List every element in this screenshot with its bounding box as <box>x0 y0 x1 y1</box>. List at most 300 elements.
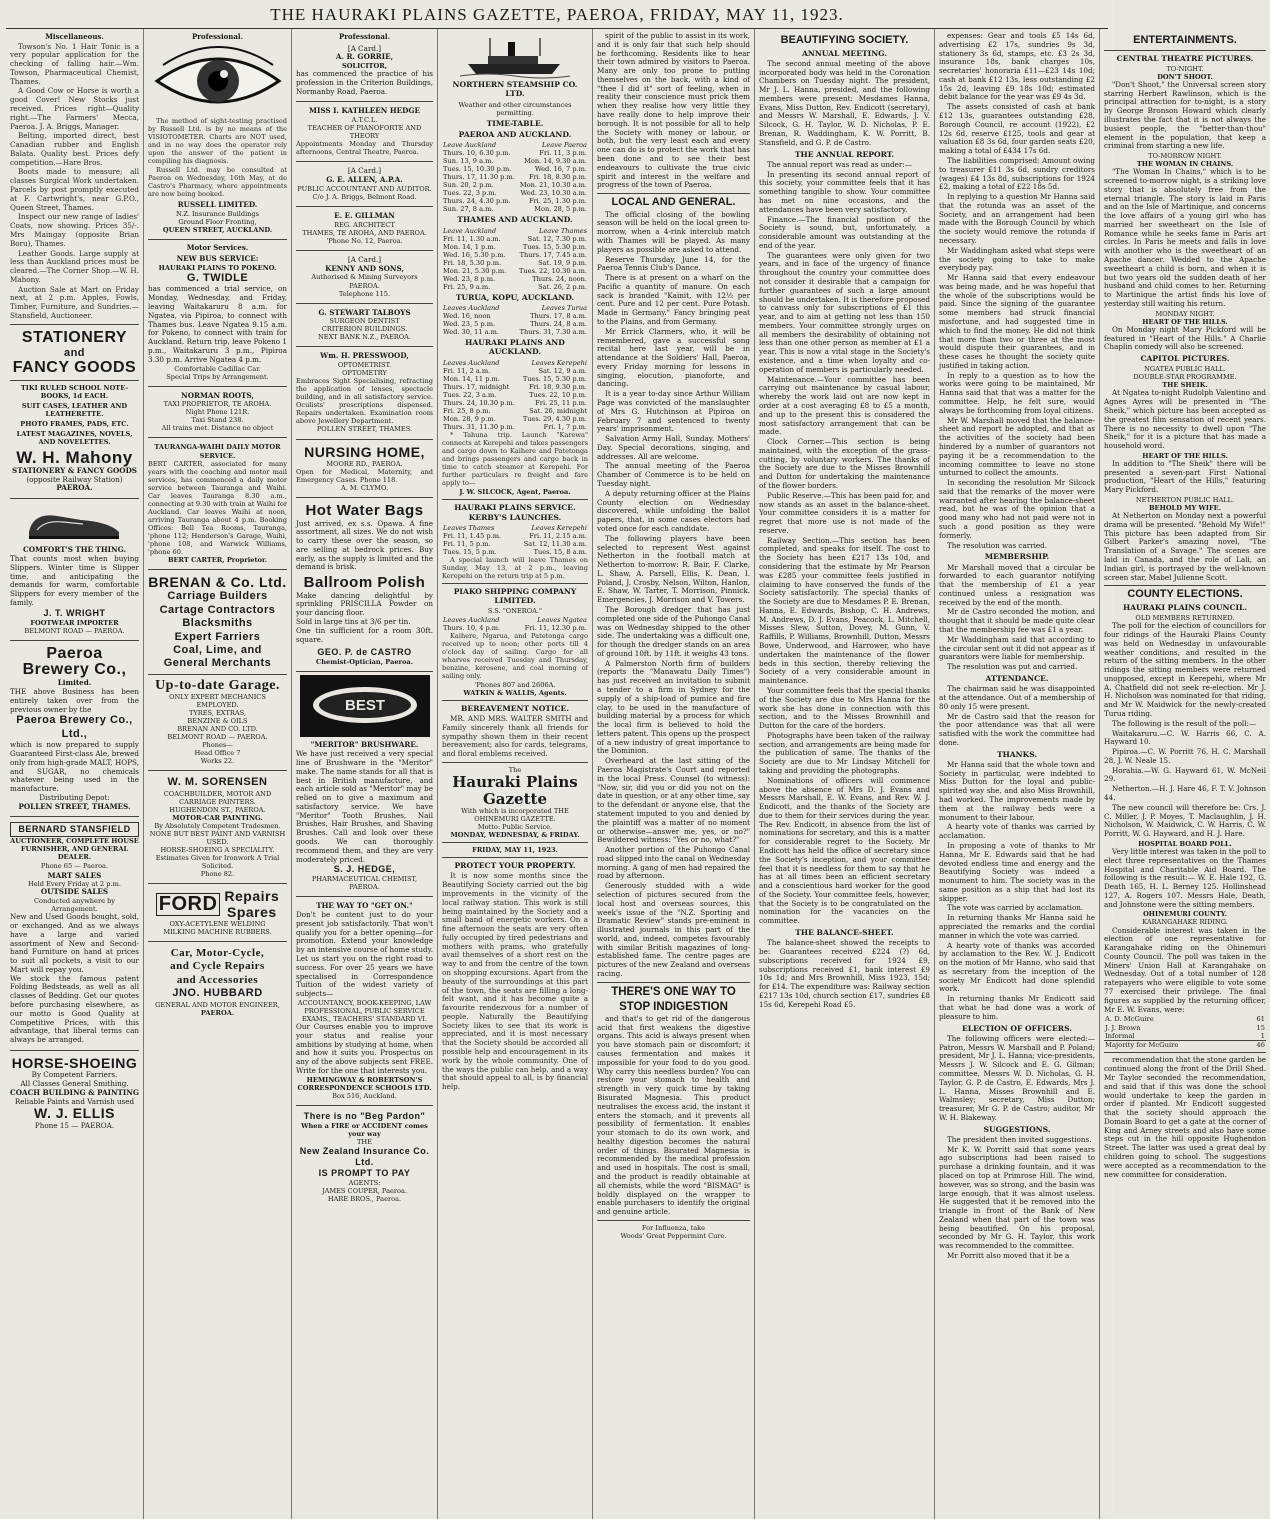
ship-notes: * Tahuna trip. Launch "Karewa" connects at Kerepehi and takes passengers and cargo down to Kaihere and Patetonga and brings passengers and cargo back in time to catch steamer at Kerepehi. For further particulars re freight and fare apply to— <box>442 431 588 488</box>
paragraph: Leather Goods. Large supply at less than Auckland prices must be cleared.—The Corner Shop.—W. H. Mahony. <box>10 248 139 284</box>
beautifying-paragraphs-continued <box>939 32 1095 1261</box>
table-cell: Wed. 16, 5.30 p.m. <box>443 250 506 259</box>
horse-shoeing-ad <box>10 1054 139 1133</box>
paragraph: The balance-sheet showed the receipts to be: Guarantees received £224 (?) 6d, subscriptions received for 1924 £9, subscriptions received £1, bank interest £9 10s 1d; and Mrs Brownhill, Miss 1923, 15d; for £14. The expenditure was: Railway section £217 13s 10d, church section £17, sundries £8 15s 6d, Kerepehi Road £5. <box>759 938 931 1009</box>
the-sheik: THE SHEIK. <box>1162 381 1208 390</box>
paragraph: Public Reserve.—This has been paid for, and now stands as an asset in the balance-sheet. Your committee considers it is a matter for regret that more use is not made of the reserve. <box>759 490 930 535</box>
hedge-line-2: Appointments Monday and Thursday afternoons, Central Theatre, Paeroa. <box>296 140 433 157</box>
hedge-chemist-name: S. J. HEDGE, <box>333 864 396 875</box>
nursing-text: Open for Medical, Maternity, and Emergency Cases. Phone 118. <box>296 467 433 484</box>
paragraph: A deputy returning officer at the Plains County election on Wednesday discovered, while unfolding the ballot papers, that, in some cases electors had voted once for each candidate. <box>597 488 750 533</box>
paragraph: The annual meeting of the Paeroa Chamber of Commerce is to be held on Tuesday night. <box>597 461 750 489</box>
motor-section-heading: Motor Services. <box>186 242 249 252</box>
table-cell: Tues. 15, 10.30 p.m. <box>443 165 512 174</box>
russell-address: QUEEN STREET, AUCKLAND. <box>162 225 273 234</box>
nursing-name: A. M. CLYMO. <box>340 483 389 492</box>
roots-sub: TAXI PROPRIETOR, TE AROHA. <box>163 400 272 409</box>
timetable-header: Leaves Auckland <box>443 615 500 624</box>
mahony-address: (opposite Railway Station) <box>26 474 123 484</box>
stationery-and: and <box>63 346 86 359</box>
timetable-header: Leave Auckland <box>443 226 497 235</box>
bus-car: Comfortable Cadillac Car. <box>174 364 261 373</box>
paragraph: Nominations of officers will commence above the absence of Mrs D. J. Evans and Messrs Marshall, E. W. Evans, and Rev. W. J. Endicott, and the thanks of the Society are due to them for their services during the year. The Rev. Endicott, in absence from the list of nominations for secretary, and this is a matter for considerable regret to the Society. Mr Endicott has held the office of secretary since the Society's inception, and your committee feel that it is needless for them to say that he has at all times been an efficient secretary and a conscientious hard worker for the good of the Society. Your committee feels, however, that the Society is to be congratulated on the nomination for the vacancies on the committee. <box>759 775 930 926</box>
timetable-header: Leaves Thames <box>443 523 495 532</box>
paragraph: The liabilities comprised: Amount owing to treasurer £11 3s 6d, sundry creditors (wages) £4 13s 8d, subscriptions for 1924 £2, making a total of £22 18s 5d. <box>939 155 1095 192</box>
table-cell: Majority for McGuire <box>1104 1041 1246 1050</box>
brenan-line-6: General Merchants <box>163 657 272 670</box>
table-cell: Sat. 12, 11.30 a.m. <box>523 539 587 548</box>
paragraph: Overheard at the last sitting of the Paeroa Magistrate's Court and reported in the local Press. Counsel (to witness): "Now, sir, did you or did you not on the date in question, or at any other time, say to the defendant or anyone else, that the statement imputed to you and denied by the plaintiff was a matter of no moment or otherwise—answer me, yes, or no?" Bewildered witness: "Yes or no, what?" <box>597 756 750 845</box>
optic-text-2: Russell Ltd. may be consulted at Paeroa on Wednesday, 16th May, at de Castro's Pharmacy, where appointments are now being booked. <box>148 165 287 198</box>
tomorrow-night: TO-MORROW NIGHT. <box>1148 152 1222 161</box>
table-cell: Fri. 18, 9.30 p.m. <box>528 382 587 391</box>
allen-name: G. E. ALLEN, A.P.A. <box>326 175 403 185</box>
table-cell: Fri. 25, 11 p.m. <box>535 398 587 407</box>
paragraph: Mr K. W. Porritt said that some years ago subscriptions had been raised to purchase a drinking fountain, and it was placed on top at Primrose Hill. The wind, however, was so strong, and the basin was large enough, that it was almost useless. He suggested that it be removed into the triangle in front of the Bank of New Zealand when that part of the town was being beautified. On his proposal, seconded by Mr G. H. Taylor, this work was recommended to the committee. <box>939 1144 1095 1251</box>
table-cell: Thurs. 17, midnight <box>443 382 510 391</box>
subheading: THE BALANCE-SHEET. <box>795 928 894 938</box>
allen-card <box>296 165 433 203</box>
twidle-name: G. TWIDLE <box>186 272 249 285</box>
roots-stand: Taxi Stand 238. <box>191 416 244 425</box>
garage-line-5: BELMONT ROAD — PAEROA. <box>167 733 268 742</box>
kenny-card-label: [A Card.] <box>347 254 382 264</box>
paragraph: In replying to a question Mr Hanna said that the rotunda was an asset of the Society, and an arrangement had been made with the Borough Council by which the society would remove the rotunda if necessary. <box>939 192 1095 245</box>
paragraph: In seconding the resolution Mr Silcock said that the remarks of the mover were warranted after hearing the balance-sheet read, but he was of the opinion that a good many who had not paid were not in such a good position as they were formerly. <box>939 478 1095 540</box>
tauranga-text: BERT CARTER, associated for many years with the coaching and motor mail services, has commenced a daily motor service between Tauranga and Waihi. Car leaves Tauranga 8.30 a.m., connecting at 9.30 with train at Waihi for Auckland. Car leaves Waihi at noon, arriving Tauranga about 4 p.m. Booking Offices: Bell Tea Rooms, Tauranga, 'phone 112; Henderson's Garage, Waihi, 'phone 108, and Warwick Williams, 'phone 60. <box>148 459 287 556</box>
indigestion-text: and that's to get rid of the dangerous acid that first weakens the digestive organs. This acid is always present when you have stomach pain or discomfort; it causes fermentation and makes it impossible for your food to do you good. Why carry this needless burden? You can restore your stomach to health and strength in very quick time by taking Bisurated Magnesia. This product neutralises the excess acid, the instant it enters the stomach, and it prevents all possibility of fermentation. It enables your stomach to do its own work, and healthy digestion becomes the natural order of things. Bisurated Magnesia is recommended by the medical profession and used in hospitals. The cost is small, and the product is readily obtainable at all chemists, while the word "BISMAG" is boldly displayed on the wrapper to enable purchasers to identify the original and genuine article. <box>597 1013 750 1217</box>
table-row <box>442 540 588 548</box>
hubbard-line-2: and Cycle Repairs <box>170 960 265 973</box>
sheik-text: At Ngatea to-night Rudolph Valentino and Agnes Ayres will be presented in "The Sheik," which picture has been accepted as the greatest film sensation of recent years. There is no necessity to dwell upon "The Sheik," for it is a picture that has made a household word. <box>1104 388 1266 451</box>
paragraph: Mr Hanna said that every endeavour was being made, and he was hopeful that the whole of the subscriptions would be paid. Since the signing of the guarantee some members had struck financial misfortune, and had suggested time in which to find the money. He did not think that more than two or three at the most would dispute their guarantees, and in these cases he thought the society quite justified in taking action. <box>939 273 1095 370</box>
paragraph: Towson's No. 1 Hair Tonic is a very popular application for the checking of falling hair.—Wm. Towson, Pharmaceutical Chemist, Thames. <box>10 41 139 86</box>
kenny-town: PAEROA. <box>349 281 380 290</box>
brenan-ad <box>148 573 287 768</box>
get-on-ad <box>296 900 433 1101</box>
paragraph: In reply to a question as to how the works were going to be maintained, Mr Hanna said that that was a matter for the committee. Help, he felt sure, would always be forthcoming from loyal citizens. <box>939 370 1095 415</box>
timetable-title: TURUA, KOPU, AUCKLAND. <box>455 292 575 302</box>
timetable-table <box>442 359 588 431</box>
table-row <box>442 197 588 205</box>
table-row <box>442 243 588 251</box>
column-professional-2 <box>292 29 438 1519</box>
presswood-card <box>296 350 433 435</box>
table-row <box>442 149 588 157</box>
paragraph: The vote was carried by acclamation. <box>947 903 1084 913</box>
table-row <box>442 157 588 165</box>
table-cell: Fri. 11, 1.45 p.m. <box>443 531 502 540</box>
indigestion-title-1: THERE'S ONE WAY TO <box>611 985 736 998</box>
paragraph: The resolution was put and carried. <box>947 662 1078 672</box>
meritor-text: We have just received a very special line of Brushware in the "Meritor" make. The name stands for all that is best in British manufacture, and each article sold as "Meritor" may be relied on to give a maximum and satisfactory service. We have "Meritor" Tooth Brushes, Nail Brushes, Hair Brushes, and Shaving Brushes. Call and look over these goods. We can thoroughly recommend them, and they are very moderately priced. <box>296 749 433 864</box>
gillman-phone: 'Phone No. 12, Paeroa. <box>326 236 403 245</box>
piako-phones: 'Phones 807 and 2606A. <box>474 680 556 689</box>
election-result: Horahia.—W. G. Hayward 61, W. McNeil 29. <box>1104 765 1266 784</box>
gazette-the: The <box>508 765 522 774</box>
hot-water-ad <box>296 501 433 668</box>
table-cell: A. D. McGuire <box>1105 1015 1154 1024</box>
wright-name: J. T. WRIGHT <box>43 607 106 618</box>
presswood-title: OPTOMETRIST. <box>337 361 392 370</box>
garage-head-office: Head Office 7 <box>194 749 241 758</box>
table-cell: Sat. 19, 9 p.m. <box>538 258 587 267</box>
table-cell: Mon. 14, 9.30 a.m. <box>524 157 587 166</box>
editorial-continued: spirit of the public to assist in its work, and it is only fair that such help should be forthcoming. Residents like to hear their town admired by visitors to Paeroa. Many are only too prone to putting themselves on the back, with a kind of "thee I did it" sort of feeling, when in reality their conscience must prick them when they realise how very little they have really done to help improve their borough. It is not possible for all to help the Society with money or labour, or both, but the very least each and every one can do is to protect the work that has been done and to see their best endeavours to cultivate the true civic spirit and interest in the welfare and progress of the town of Paeroa. <box>597 31 750 190</box>
hills2-text: In addition to "The Sheik" there will be presented a seven-part First National production, "Heart of the Hills," featuring Mary Pickford. <box>1104 458 1266 495</box>
table-cell: Fri. 25, 8 p.m. <box>443 406 491 415</box>
behold-my-wife: BEHOLD MY WIFE. <box>1148 504 1222 513</box>
timetable-thames <box>442 215 588 291</box>
allen-card-label: [A Card.] <box>347 166 382 176</box>
sorensen-name: W. M. SORENSEN <box>167 776 268 789</box>
table-cell: 1 <box>1260 1031 1265 1040</box>
gillman-name: E. E. GILLMAN <box>334 211 395 221</box>
steamship-icon <box>460 34 570 78</box>
beautifying-heading: BEAUTIFYING SOCIETY. <box>780 34 909 46</box>
election-result: Pipiroa.—C. W. Porritt 76, H. C. Marshall 28, J. W. Neale 15. <box>1104 747 1266 765</box>
table-row <box>1104 1015 1266 1023</box>
paragraph: The president then invited suggestions. <box>947 1134 1092 1144</box>
paragraph: Mr Waddingham asked what steps were the society going to take to make everybody pay. <box>939 245 1095 273</box>
piako-agents: WATKIN & WALLIS, Agents. <box>463 688 567 697</box>
table-cell: Sat. 26, midnight <box>529 406 587 415</box>
table-row <box>442 173 588 181</box>
table-cell: Thurs. 24, 10.30 p.m. <box>443 398 515 407</box>
ship-agent: J. W. SILCOCK, Agent, Paeroa. <box>459 488 571 497</box>
russell-name: RUSSELL LIMITED. <box>177 199 258 209</box>
table-row <box>442 383 588 391</box>
timetable-table <box>442 616 588 632</box>
sorensen-estimates: Estimates Given for Ironwork A Trial Solicited. <box>155 854 280 871</box>
outside-sales-note: Conducted anywhere by Arrangement. <box>33 897 116 914</box>
columns <box>6 29 1266 1519</box>
ford-title: FORD <box>156 893 221 916</box>
russell-floor: Ground Floor Fronting, <box>178 217 257 226</box>
brenan-line-1: Carriage Builders <box>167 590 268 603</box>
kenny-card <box>296 254 433 300</box>
paragraph: Mr de Castro said that the reason for the poor attendance was that all were satisfied with the work the committee had done. <box>939 711 1095 747</box>
table-cell: Tues. 29, 4.30 p.m. <box>522 414 587 423</box>
get-on-subjects: ACCOUNTANCY, BOOK-KEEPING, LAW PROFESSIONAL, PUBLIC SERVICE EXAMS., TEACHERS' STANDARD VI. <box>297 998 432 1024</box>
timetable-turua <box>442 293 588 336</box>
garage-works: Works 22. <box>200 757 235 766</box>
mahony-name: W. H. Mahony <box>16 447 133 467</box>
stationery-items <box>10 384 139 446</box>
beautifying-paragraphs <box>759 60 930 1010</box>
hubbard-name: JNO. HUBBARD <box>172 987 263 1000</box>
table-cell: Tues. 22, 3 p.m. <box>443 189 497 198</box>
presswood-optometry: OPTOMETRY <box>342 369 387 378</box>
sorensen-none: NONE BUT BEST PAINT AND VARNISH USED. <box>149 830 286 847</box>
table-row <box>442 407 588 415</box>
paragraph: expenses: Gear and tools £5 14s 6d, advertising £2 17s, sundries 9s 3d, stationery 3s 6d, stamps, etc. £3 2s 3d, insurance 18s, bank charges 10s, secretaries' honoraria £11—£23 14s 10d; cash at bank £12 13s, less outstanding £2 15s 2d, leaving £9 18s 10d; estimated debit balance for the year was £9 4s 3d. <box>939 31 1095 102</box>
table-cell: J. J. Brown <box>1105 1023 1141 1032</box>
kenny-title: Authorised & Mining Surveyors <box>311 273 418 282</box>
paragraph: Mr W. Marshall moved that the balance-sheet and report be adopted, and that as the activities of the society had been hindered by a number of guarantors not paying it be a recommendation to the incoming committee to leave no stone unturned to collect the amounts. <box>939 415 1095 478</box>
pardon-line-4: IS PROMPT TO PAY <box>318 1167 411 1178</box>
shoeing-sub: By Competent Farriers. <box>31 1070 118 1080</box>
gazette-masthead <box>442 766 588 870</box>
hedge-card <box>296 105 433 158</box>
timetable-title: HAURAKI PLAINS AND AUCKLAND. <box>465 338 565 357</box>
election-result: Netherton.—H. J. Hare 46, F. T. V. Johnson 44. <box>1104 784 1266 803</box>
bus-text: has commenced a trial service, on Monday, Wednesday, and Friday, leaving Waitakaruru 8 a.m. for Ngatea, via Pipiroa, to connect with Thames bus. Leave Ngatea 9.15 a.m. for Pokeno, to connect with train for Auckland. Return trip, leave Pokeno 1 p.m., Waitakaruru 3 p.m., Pipiroa 3.30 p.m. Arrive Ngatea 4 p.m. <box>148 284 287 364</box>
bus-title: NEW BUS SERVICE: <box>176 254 259 264</box>
bus-special: Special Trips by Arrangement. <box>166 372 269 381</box>
comfort-ad <box>10 544 139 637</box>
hubbard-trade: GENERAL AND MOTOR ENGINEER, <box>155 1000 280 1009</box>
timetable-header: Leaves Auckland <box>443 358 500 367</box>
sorensen-horse: HORSE-SHOEING A SPECIALITY. <box>160 846 275 855</box>
paragraph: There is at present on a wharf on the Pacific a quantity of manure. On each sack is branded "Kainit, with 12½ per cent. Pure and 12 per cent. Pure Potash. Made in Germany." Fancy bringing peat to the Plains, and from Germany. <box>597 273 750 326</box>
paragraph: Your committee feels that the special thanks of the Society are due to Mrs Hanna for the work she has done in connection with this section, and to the Misses Brownhill and Dutton for the care of the borders. <box>759 685 930 731</box>
table-row <box>442 181 588 189</box>
brewery-name: Paeroa Brewery Co., Ltd., <box>16 714 133 740</box>
table-cell: Sun. 27, 8 a.m. <box>443 205 494 214</box>
table-cell: Mon. 21, 10.30 a.m. <box>519 181 587 190</box>
hedge-line-1: TEACHER OF PIANOFORTE AND THEORY <box>307 124 422 141</box>
table-row <box>442 267 588 275</box>
woman-text: "The Woman In Chains," which is to be screened to-morrow night, is a striking love story that is absolutely free from the eternal triangle. The story is laid in Paris and on the Isle of Martinique, and concerns the love affairs of a young girl who has married her sweetheart on the Isle of Romance while he seeks fame in Paris art circles. In Paris he meets and falls in love with another who is the sweetheart of an Apache dancer. Wedded to the Apache sweetheart a child is born, and when it is but two years old the sudden death of her husband and child comes to her. Returning to Martinique the artist finds his love of yesterday still waiting his return. <box>1104 167 1266 308</box>
editorial-title: PROTECT YOUR PROPERTY. <box>454 861 576 871</box>
paragraph: Inspect our new range of ladies' Coats, now showing. Prices 35/-. Mrs Maingay (opposite Brian Boru), Thames. <box>10 212 139 248</box>
table-cell: Thurs. 31, 11.30 p.m. <box>443 422 515 431</box>
brewery-title-1: Paeroa <box>46 644 103 662</box>
shoeing-title: HORSE-SHOEING <box>11 1054 138 1071</box>
paragraph: Clock Corner.—This section is being maintained, with the exception of the grass-cutting, by voluntary workers. The thanks of the Society are due to the Misses Brownhill and Dutton for undertaking the maintenance of the flower borders. <box>759 437 930 490</box>
paragraph: In proposing a vote of thanks to Mr Hanna, Mr E. Edwards said that he had devoted endless time and energy and the Beautifying Society was indeed a monument to him. The society was in the same position as a ship that had lost its skipper. <box>939 840 1095 903</box>
table-cell: Sat. 26, 2 p.m. <box>538 282 587 291</box>
paragraph: Generously studded with a wide selection of pictures secured from the local host and overseas sources, this week's issue of the "N.Z. Sporting and Dramatic Review" stands pre-eminent in illustrated journals in this part of the world, and, indeed, competes favourably with similar British magazines of long-established fame. The centre pages are pictures of the new Zealand and overseas racing. <box>597 881 750 979</box>
influenza-line-2: Woods' Great Peppermint Cure. <box>620 1231 727 1240</box>
timetable-table <box>442 524 588 556</box>
paragraph: Mr Porritt also moved that it be a <box>947 1251 1070 1261</box>
sorensen-trade: COACHBUILDER, MOTOR AND CARRIAGE PAINTERS. <box>163 789 272 806</box>
table-cell: Tues. 15, 8 a.m. <box>533 547 587 556</box>
get-on-text-2: Our Courses enable you to improve your status and realise your ambitions by studying at home, when and how it suits you. Prospectus on any of the above subjects sent FREE. Write for the one that interests you. <box>296 1022 433 1075</box>
table-row <box>442 320 588 328</box>
table-cell: Fri. 11, 12.30 p.m. <box>524 623 587 632</box>
comfort-text: That counts most when buying Slippers. Winter time is Slipper time, and anticipating the demands for warm, comfortable Slippers for every member of the family. <box>10 553 139 607</box>
taxi-ad <box>148 390 287 435</box>
brewery-depot-label: Distributing Depot: <box>39 792 110 802</box>
shoeing-line-2: COACH BUILDING & PAINTING <box>10 1087 139 1097</box>
table-row <box>442 367 588 375</box>
castro-title: Chemist-Optician, Paeroa. <box>316 658 413 667</box>
table-row <box>442 165 588 173</box>
paragraph: Mr Waddingham said that according to the circular sent out it did not appear as if guarantors were liable for membership. <box>939 634 1095 662</box>
table-cell: Mon. 28, 5 p.m. <box>534 205 587 214</box>
ngatea-hall: NGATEA PUBLIC HALL. <box>1144 365 1226 374</box>
timetable-title: HAURAKI PLAINS SERVICE. KERBY'S LAUNCHES. <box>454 503 576 522</box>
insurance-agent-2: HARE BROS., Paeroa. <box>327 1194 402 1203</box>
timetable-title: THAMES AND AUCKLAND. <box>457 215 573 225</box>
table-cell: Fri. 11, 2.15 a.m. <box>529 531 587 540</box>
table-cell: Fri. 18, 5.30 p.m. <box>443 258 502 267</box>
table-cell: Fri. 11, 2 a.m. <box>443 366 491 375</box>
table-cell: 61 <box>1256 1015 1265 1024</box>
table-cell: Mon. 14, 1 p.m. <box>443 242 496 251</box>
table-row <box>442 391 588 399</box>
paragraph: Finance.—The financial position of the Society is sound, but, unfortunately, a considerable amount was outstanding at the end of the year. <box>759 214 930 250</box>
insurance-ad <box>296 1109 433 1205</box>
table-cell: Thurs. 10, 4 p.m. <box>443 623 501 632</box>
get-on-school: HEMINGWAY & ROBERTSON'S CORRESPONDENCE SCHOOLS LTD. <box>297 1075 432 1092</box>
gazette-days: MONDAY, WEDNESDAY, & FRIDAY. <box>450 831 580 840</box>
timetable-header: Leave Thames <box>538 226 587 235</box>
garage-line-1: ONLY EXPERT MECHANICS EMPLOYED. <box>169 693 266 710</box>
table-row <box>442 205 588 213</box>
table-cell: Wed. 23, 5 p.m. <box>443 320 496 329</box>
table-cell: Mon. 21, 5.30 p.m. <box>443 266 507 275</box>
dont-shoot: DON'T SHOOT. <box>1157 72 1213 81</box>
table-cell: Mon. 28, 9 p.m. <box>443 414 496 423</box>
roots-name: NORMAN ROOTS, <box>181 390 254 400</box>
ellis-name: W. J. ELLIS <box>34 1105 115 1122</box>
allen-title: PUBLIC ACCOUNTANT AND AUDITOR. <box>297 184 432 193</box>
mart-sales-time: Held Every Friday at 2 p.m. <box>28 880 121 889</box>
subheading: THANKS. <box>996 749 1038 759</box>
gorrie-title: SOLICITOR, <box>342 62 387 71</box>
timetable-title: PAEROA AND AUCKLAND. <box>458 129 572 139</box>
annual-meeting: ANNUAL MEETING. <box>801 48 888 58</box>
woman-in-chains: THE WOMAN IN CHAINS. <box>1136 160 1234 169</box>
column-beautifying <box>755 29 935 1519</box>
table-cell: Thurs. 10, 6.30 p.m. <box>443 149 511 158</box>
paragraph: A hearty vote of thanks was accorded by acclamation to the Rev. W. J. Endicott on the motion of Mr Hanno, who said that as secretary from the inception of the society Mr Endicott had done splendid work. <box>939 940 1095 994</box>
vote-table <box>1104 1015 1266 1049</box>
section-heading: Professional. <box>338 32 391 41</box>
table-row <box>1104 1041 1266 1050</box>
paragraph: The official closing of the bowling season will be held on the local green to-morrow, when a 4-rink interclub match with Thames will be played. As many players as possible are asked to attend. <box>597 209 750 254</box>
sorensen-address: HUGHENDON ST., PAEROA. <box>169 805 266 814</box>
presswood-address: POLLEN STREET, THAMES. <box>316 425 413 434</box>
talboys-name: G. STEWART TALBOYS <box>318 307 411 317</box>
paragraph: The chairman said he was disappointed at the attendance. Out of a membership of 80 only 15 were present. <box>939 684 1095 711</box>
table-cell: Fri. 11, 1.30 a.m. <box>443 234 501 243</box>
roots-night: Night Phone 121R. <box>185 408 250 417</box>
table-cell: Wed. 23, 8 p.m. <box>443 274 496 283</box>
editorial-text: It is now some months since the Beautifying Society carried out the big improvements in the vicinity of the local railway station. This work is still being maintained by the Society and a small band of energetic workers. On a fine afternoon the seats are very often fully occupied by tired pedestrians and mothers with prams, who gratefully avail themselves of a short rest on the way to and from the centre of the town on shopping excursions. Apart from the beauty of the surroundings at this part of the town, the seats are filling a long-felt want, and it has become quite a favourite rendezvous for a number of people. Naturally the Beautifying Society likes to see that its work is appreciated, and it is most necessary that the Society should be accorded all possible help and encouragement in its work by the whole community. One of the ways the public can help, and a way that should appeal to all, is by financial help. <box>442 871 588 1092</box>
eye-icon <box>153 45 283 115</box>
table-row <box>442 275 588 283</box>
talboys-title: SURGEON DENTIST <box>329 317 400 326</box>
table-cell: Tues. 22, 10 p.m. <box>529 390 587 399</box>
misc-ads <box>10 43 139 321</box>
nursing-address: MOORE RD., PAEROA. <box>326 459 403 468</box>
table-cell: Wed. 23, 10.30 a.m. <box>520 189 587 198</box>
election-text: The poll for the election of councillors for four ridings of the Hauraki Plains County was held on Wednesday in unfavourable weather conditions, and resulted in the return of the sitting members. In the other ridings the sitting members were returned unopposed, except in Kerepehi, where Mr A. Chatfield did not seek re-election. Mr J. H. Nicholson was nominated for that riding, and Mr W. Maidwick for the newly-created Turua riding. <box>1104 621 1266 718</box>
table-cell: Thurs. 31, 7.30 a.m. <box>519 328 587 337</box>
subheading: MEMBERSHIP. <box>984 552 1050 562</box>
ford-milk: MILKING MACHINE RUBBERS. <box>163 928 272 936</box>
pardon-line-2: When a FIRE or ACCIDENT comes your way <box>301 1121 428 1138</box>
paragraph: Belting, imported direct, best Canadian rubber and English Balata. Quality best. Prices defy competition.—Hare Bros. <box>10 131 139 167</box>
timetable-heading: TIME-TABLE. <box>486 118 544 128</box>
stationery-item: PHOTO FRAMES, PADS, ETC. <box>20 419 129 428</box>
subheading: ATTENDANCE. <box>985 673 1049 683</box>
timetable-header: Leaves Turua <box>541 304 587 313</box>
hedge-degree: A.T.C.L. <box>351 116 378 125</box>
paragraph: Photographs have been taken of the railway section, and arrangements are being made for the publication of same. The thanks of the Society are due to Mr Lindsay Mitchell for taking and providing the photographs. <box>759 730 930 775</box>
timetable-paeroa <box>442 130 588 214</box>
table-cell: Fri. 25, 9 a.m. <box>443 282 491 291</box>
gazette-date: FRIDAY, MAY 11, 1923. <box>472 846 558 855</box>
mahony-town: PAEROA. <box>56 483 93 493</box>
paragraph: In presenting its second annual report of this society, your committee feels that it has something tangible to show. Your committee has met on nine occasions, and the attendances have been very satisfactory. <box>759 169 930 214</box>
hubbard-line-1: Car, Motor-Cycle, <box>170 947 265 960</box>
timetable-table <box>442 227 588 291</box>
table-row <box>442 235 588 243</box>
entertainments-heading: ENTERTAINMENTS. <box>1133 34 1237 46</box>
timetable-header: Leaves Auckland <box>443 304 500 313</box>
paragraph: A Good Cow or Horse is worth a good Cover! New Stocks just received. Prices right—Quality right.—The Farmers' Mecca, Paeroa. J. A. Briggs, Manager. <box>10 86 139 131</box>
table-row <box>1104 1024 1266 1032</box>
table-cell: Fri. 11, 3 p.m. <box>539 149 587 158</box>
brenan-line-4: Expert Farriers <box>174 630 261 643</box>
timetable-hauraki <box>442 338 588 431</box>
tauranga-title: TAURANGA-WAIHI DAILY MOTOR SERVICE. <box>154 443 281 460</box>
table-row <box>1104 1032 1266 1041</box>
ballroom-text-2: Sold in large tins at 3/6 per tin. <box>296 617 411 627</box>
influenza-line-1: For Influenza, take <box>641 1223 706 1232</box>
paragraph: The Borough dredger that has just completed one side of the Puhongo Canal was on Wednesday shipped to the other side. The undertaking was a difficult one, for though the dredger stands on an area of ground 10ft. by 11ft. it weighs 43 tons. <box>597 604 750 658</box>
column-professional-motor <box>144 29 292 1519</box>
get-on-text: Don't be content just to do your present job satisfactorily. That won't qualify you for a better opening—for promotion. Extend your knowledge by an intensive course of home study. Let us start you on the right road to success. For over 25 years we have specialised in Correspondence Tuition of the widest variety of subjects— <box>296 910 433 999</box>
netherton-hall: NETHERTON PUBLIC HALL. <box>1135 496 1235 505</box>
timetable-ship: S.S. "ONEROA." <box>487 607 543 616</box>
table-cell: Sat. 12, 7.30 p.m. <box>527 234 587 243</box>
table-row <box>442 283 588 291</box>
talboys-card <box>296 307 433 344</box>
brush-icon <box>300 675 430 737</box>
paragraph: Mr de Castro seconded the motion, and thought that it should be made quite clear that the membership fee was £1 a year. <box>939 607 1095 635</box>
gillman-card <box>296 210 433 247</box>
paragraph: The second annual meeting of the above incorporated body was held in the Coronation Chambers on Tuesday night. The president, Mr J. L. Hanna, presided, and the following members were present: Mesdames Hanna, Evans, Miss Dutton, Rev. Endicott (secretary), and Messrs W. Marshall, E. Edwards, J. V. Silcock, G. H. Taylor, W. D. Nicholas, P. E. Brenan, R. Waddingham, K. W. Porritt, B. Stansfield, and G. P. de Castro. <box>759 58 930 147</box>
table-row <box>442 328 588 336</box>
paragraph: Salvation Army Hall, Sunday. Mothers' Day. Special decorations, singing, and addresses. All are welcome. <box>597 434 750 461</box>
monday-night: MONDAY NIGHT. <box>1155 309 1215 318</box>
talboys-address: NEXT BANK N.Z., PAEROA. <box>317 333 411 342</box>
timetable-header: Leaves Kerepehi <box>531 358 587 367</box>
garage-phones: Phones— <box>202 741 233 750</box>
timetable-header: Leave Paeroa <box>542 141 587 150</box>
dont-shoot-text: "Don't Shoot," the Universal screen story starring Herbert Rawlinson, which is the principal attraction for to-night, is a story by George Bronson Howard which clearly illustrates the fact that it is not always the busiest people, the "better-than-thou" element in the population, that keep a criminal from starting a new life. <box>1104 79 1266 151</box>
capitol-pictures: CAPITOL PICTURES. <box>1140 354 1230 364</box>
brewery-ad <box>10 644 139 814</box>
optic-text: The method of sight-testing practised by Russell Ltd. is by no means of the VISIOTOMETER. Charts are NOT used, and in no way does the operator rely upon the answer of the patient in compiling his diagnosis. <box>148 116 287 165</box>
hospital-text: Very little interest was taken in the poll to elect three representatives on the Thames Hospital and Charitable Aid Board. The following is the result:— W. E. Hale 192, G. Death 165, H. L. Berney 125. Hollinshead 127, A. Rogers 107. Messrs Hale, Death, and Johnstone were the sitting members. <box>1104 846 1266 909</box>
column-shipping <box>438 29 593 1519</box>
brewery-title-2: Brewery Co., <box>22 661 127 679</box>
double-star: DOUBLE-STAR PROGRAMME. <box>1133 373 1237 382</box>
gorrie-name: A. R. GORRIE, <box>335 52 394 62</box>
timetable-title: PIAKO SHIPPING COMPANY LIMITED. <box>453 586 577 606</box>
mart-sales: MART SALES <box>47 870 102 880</box>
gillman-towns: THAMES, TE AROHA, AND PAEROA. <box>302 228 427 237</box>
subheading: SUGGESTIONS. <box>983 1124 1051 1134</box>
column-entertainments <box>1100 29 1270 1519</box>
election-result: Waitakaruru.—C. W. Harris 66, C. A. Hayward 10. <box>1104 728 1266 747</box>
paragraph: The resolution was carried. <box>947 540 1048 550</box>
karangahake-text: Considerable interest was taken in the election of one representative for Karangahake riding on the Ohinemuri County Council. The poll was taken in the Miners' Union Hall at Karangahake on Wednesday. Out of a total number of 128 ratepayers who were eligible to vote some 77 exercised their privilege. The final figures as supplied by the returning officer, Mr E. W. Evans, were: <box>1104 925 1266 1014</box>
piako-text: Kaihere, Ngarua, and Patetonga cargo received up to noon; other ports till 4 o'clock day of sailing. Cargo for all wharves received Tuesday and Thursday, benzine, kerosene, and coal morning of sailing only. <box>442 631 588 680</box>
stansfield-ad <box>10 820 139 1046</box>
table-cell: Fri. 18, 8.30 p.m. <box>528 173 587 182</box>
table-cell: Thurs. 24, noon. <box>532 274 587 283</box>
heart-of-hills-2: HEART OF THE HILLS. <box>1142 451 1228 460</box>
